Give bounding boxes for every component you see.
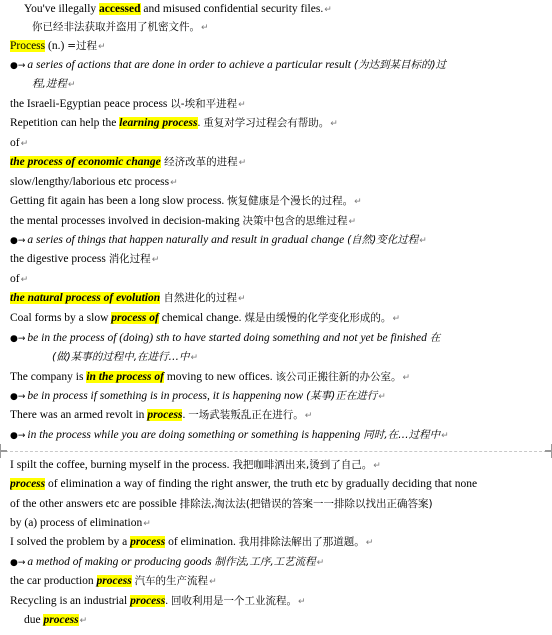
highlighted-term: process	[96, 575, 132, 587]
page-break-divider	[0, 451, 552, 452]
example-line: the digestive process 消化过程↵	[10, 253, 160, 265]
return-mark: ↵	[304, 411, 313, 421]
definition-bullet: ●→ be in the process of (doing) sth to have started doing something and not yet be finished 在	[10, 332, 441, 344]
highlighted-term: accessed	[99, 3, 141, 15]
example-line: the mental processes involved in decision-making 决策中包含的思维过程↵	[10, 215, 357, 227]
example-sentence: You've illegally accessed and misused confidential security files.↵	[24, 3, 332, 15]
example-line: Getting fit again has been a long slow process. 恢复健康是个漫长的过程。↵	[10, 195, 362, 207]
highlighted-term: the natural process of evolution	[10, 292, 161, 304]
example-translation: 你已经非法获取并盗用了机密文件。↵	[32, 21, 209, 33]
return-mark: ↵	[67, 80, 76, 90]
return-mark: ↵	[378, 392, 386, 402]
sub-entry-heading: process of elimination a way of finding the right answer, the truth etc by gradually deciding that none	[10, 478, 478, 490]
highlighted-term: process	[130, 536, 166, 548]
entry-heading: Process (n.) =过程↵	[10, 40, 106, 52]
return-mark: ↵	[20, 139, 29, 149]
definition-bullet: ●→ a series of things that happen naturally and result in gradual change (自然)变化过程↵	[10, 234, 427, 246]
return-mark: ↵	[441, 431, 449, 441]
return-mark: ↵	[20, 275, 29, 285]
return-mark: ↵	[365, 538, 374, 548]
return-mark: ↵	[330, 119, 338, 129]
return-mark: ↵	[316, 558, 325, 568]
return-mark: ↵	[190, 353, 199, 363]
return-mark: ↵	[348, 217, 357, 227]
bullet-arrow-icon: ●→	[10, 236, 26, 246]
return-mark: ↵	[79, 616, 88, 626]
highlighted-term: Process	[10, 40, 46, 52]
return-mark: ↵	[392, 314, 400, 324]
bullet-arrow-icon: ●→	[10, 558, 26, 568]
return-mark: ↵	[238, 158, 247, 168]
return-mark: ↵	[238, 100, 246, 110]
example-line: the natural process of evolution 自然进化的过程↵	[10, 292, 246, 304]
bullet-arrow-icon: ●→	[10, 334, 26, 344]
highlighted-term: learning process	[119, 117, 198, 129]
example-line: The company is in the process of moving to new offices. 该公司正搬往新的办公室。↵	[10, 371, 411, 383]
collocation-label: slow/lengthy/laborious etc process↵	[10, 176, 178, 188]
example-line: the Israeli-Egyptian peace process 以-埃和平进程↵	[10, 98, 246, 110]
return-mark: ↵	[354, 197, 362, 207]
definition-continuation: of the other answers etc are possible 排除法,淘汰法(把错误的答案一一排除以找出正确答案)	[10, 498, 433, 510]
highlighted-term: process	[43, 614, 79, 626]
return-mark: ↵	[297, 597, 306, 607]
example-line: There was an armed revolt in process. 一场武装叛乱正在进行。↵	[10, 409, 313, 421]
highlighted-term: the process of economic change	[10, 156, 161, 168]
definition-bullet: ●→ a series of actions that are done in order to achieve a particular result (为达到某目标的)过	[10, 59, 447, 71]
page-corner-mark	[0, 451, 7, 458]
return-mark: ↵	[151, 255, 160, 265]
return-mark: ↵	[201, 23, 209, 33]
return-mark: ↵	[143, 519, 151, 529]
example-line: I spilt the coffee, burning myself in the process. 我把咖啡洒出来,烫到了自己。↵	[10, 459, 381, 471]
return-mark: ↵	[324, 5, 332, 15]
example-line: I solved the problem by a process of elimination. 我用排除法解出了那道题。↵	[10, 536, 374, 548]
example-line: Coal forms by a slow process of chemical change. 煤是由缓慢的化学变化形成的。↵	[10, 312, 400, 324]
return-mark: ↵	[238, 294, 246, 304]
definition-continuation: 程,进程↵	[32, 78, 76, 90]
highlighted-term: in the process of	[86, 371, 164, 383]
collocation-label: by (a) process of elimination↵	[10, 517, 151, 529]
page-corner-mark	[0, 444, 7, 451]
collocation-label: of↵	[10, 273, 29, 285]
highlighted-term: process	[147, 409, 183, 421]
bullet-arrow-icon: ●→	[10, 392, 26, 402]
return-mark: ↵	[170, 178, 178, 188]
definition-bullet: ●→ in the process while you are doing something or something is happening 同时,在…过程中↵	[10, 429, 449, 441]
example-line: Repetition can help the learning process. 重复对学习过程会有帮助。↵	[10, 117, 338, 129]
example-line: Recycling is an industrial process. 回收利用是一个工业流程。↵	[10, 595, 306, 607]
highlighted-term: process of	[111, 312, 159, 324]
highlighted-term: process	[10, 478, 46, 490]
return-mark: ↵	[209, 577, 217, 587]
bullet-arrow-icon: ●→	[10, 61, 26, 71]
bullet-arrow-icon: ●→	[10, 431, 26, 441]
definition-bullet: ●→ a method of making or producing goods 制作法,工序,工艺流程↵	[10, 556, 325, 568]
return-mark: ↵	[98, 42, 106, 52]
highlighted-term: process	[130, 595, 166, 607]
definition-bullet: ●→ be in process if something is in process, it is happening now (某事)正在进行↵	[10, 390, 386, 402]
definition-continuation: (做)某事的过程中,在进行…中↵	[52, 351, 199, 363]
sub-entry-heading: due process↵	[24, 614, 88, 626]
return-mark: ↵	[373, 461, 381, 471]
page-corner-mark	[545, 444, 552, 451]
return-mark: ↵	[419, 236, 427, 246]
example-line: the car production process 汽车的生产流程↵	[10, 575, 217, 587]
example-line: the process of economic change 经济改革的进程↵	[10, 156, 247, 168]
collocation-label: of↵	[10, 137, 29, 149]
return-mark: ↵	[402, 373, 411, 383]
